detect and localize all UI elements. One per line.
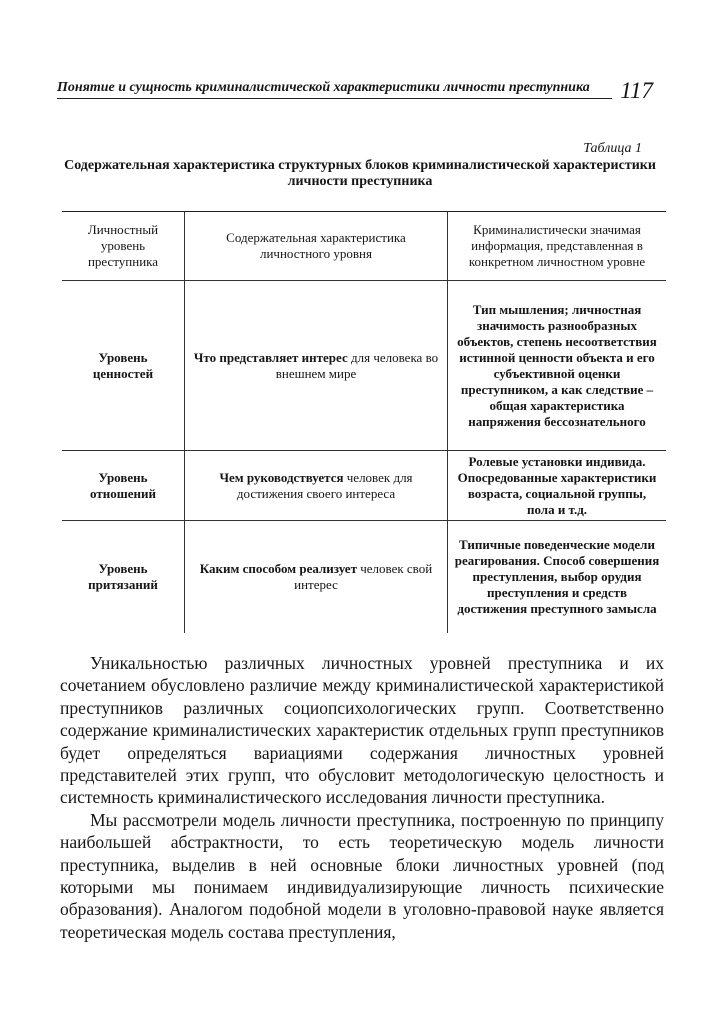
table-row (62, 281, 666, 451)
content-cell (185, 451, 448, 521)
body-text (60, 652, 664, 943)
content-cell (185, 281, 448, 451)
info-cell: Тип мышления; личностная значимость разнообразных объектов, степень несоответствия истинной ценности объекта и его субъективной оценки преступником, а как следствие – общая характеристика напряжения бессознательного (448, 281, 667, 451)
content-tail: для человека во внешнем мире (275, 349, 439, 381)
page-header (57, 78, 657, 108)
paragraph: Уникальностью различных личностных уровней преступника и их сочетанием обусловлено различие между криминалистической характеристикой преступников различных социопсихологических групп. Соответственно содержание криминалистических характеристик отдельных групп преступников будет определяться вариациями содержания личностных уровней представителей этих групп, что обусловит методологическую целостность и системность криминалистического исследования личности преступника. (60, 653, 664, 808)
content-cell (185, 521, 448, 633)
table-caption: Таблица 1 (583, 141, 642, 156)
info-cell: Типичные поведенческие модели реагирования. Способ совершения преступления, выбор орудия преступления и средств достижения преступного замысла (448, 521, 667, 633)
page-number: 117 (620, 78, 653, 103)
content-lead: Чем руководствуется (219, 469, 344, 485)
header-cell-level: Личностный уровень преступника (62, 212, 185, 281)
running-head: Понятие и сущность криминалистической характеристики личности преступника (57, 80, 612, 99)
characteristics-table (62, 211, 666, 633)
header-cell-info: Криминалистически значимая информация, представленная в конкретном личностном уровне (448, 212, 667, 281)
header-cell-content: Содержательная характеристика личностного уровня (185, 212, 448, 281)
table-row (62, 521, 666, 633)
content-tail: человек для достижения своего интереса (236, 469, 413, 501)
table-header-row (62, 212, 666, 281)
content-lead: Что представляет интерес (193, 349, 348, 365)
content-lead: Каким способом реализует (199, 560, 357, 576)
info-cell: Ролевые установки индивида. Опосредованные характеристики возраста, социальной группы, пола и т.д. (448, 451, 667, 521)
table-title: Содержательная характеристика структурных блоков криминалистической характеристики личности преступника (64, 158, 656, 189)
table-row (62, 451, 666, 521)
level-cell: Уровень ценностей (62, 281, 185, 451)
level-cell: Уровень притязаний (62, 521, 185, 633)
content-tail: человек свой интерес (294, 560, 433, 592)
paragraph: Мы рассмотрели модель личности преступника, построенную по принципу наибольшей абстрактности, то есть теоретическую модель личности преступника, выделив в ней основные блоки личностных уровней (под которыми мы понимаем индивидуализирующие личность психические образования). Аналогом подобной модели в уголовно-правовой науке является теоретическая модель состава преступления, (60, 809, 664, 942)
level-cell: Уровень отношений (62, 451, 185, 521)
